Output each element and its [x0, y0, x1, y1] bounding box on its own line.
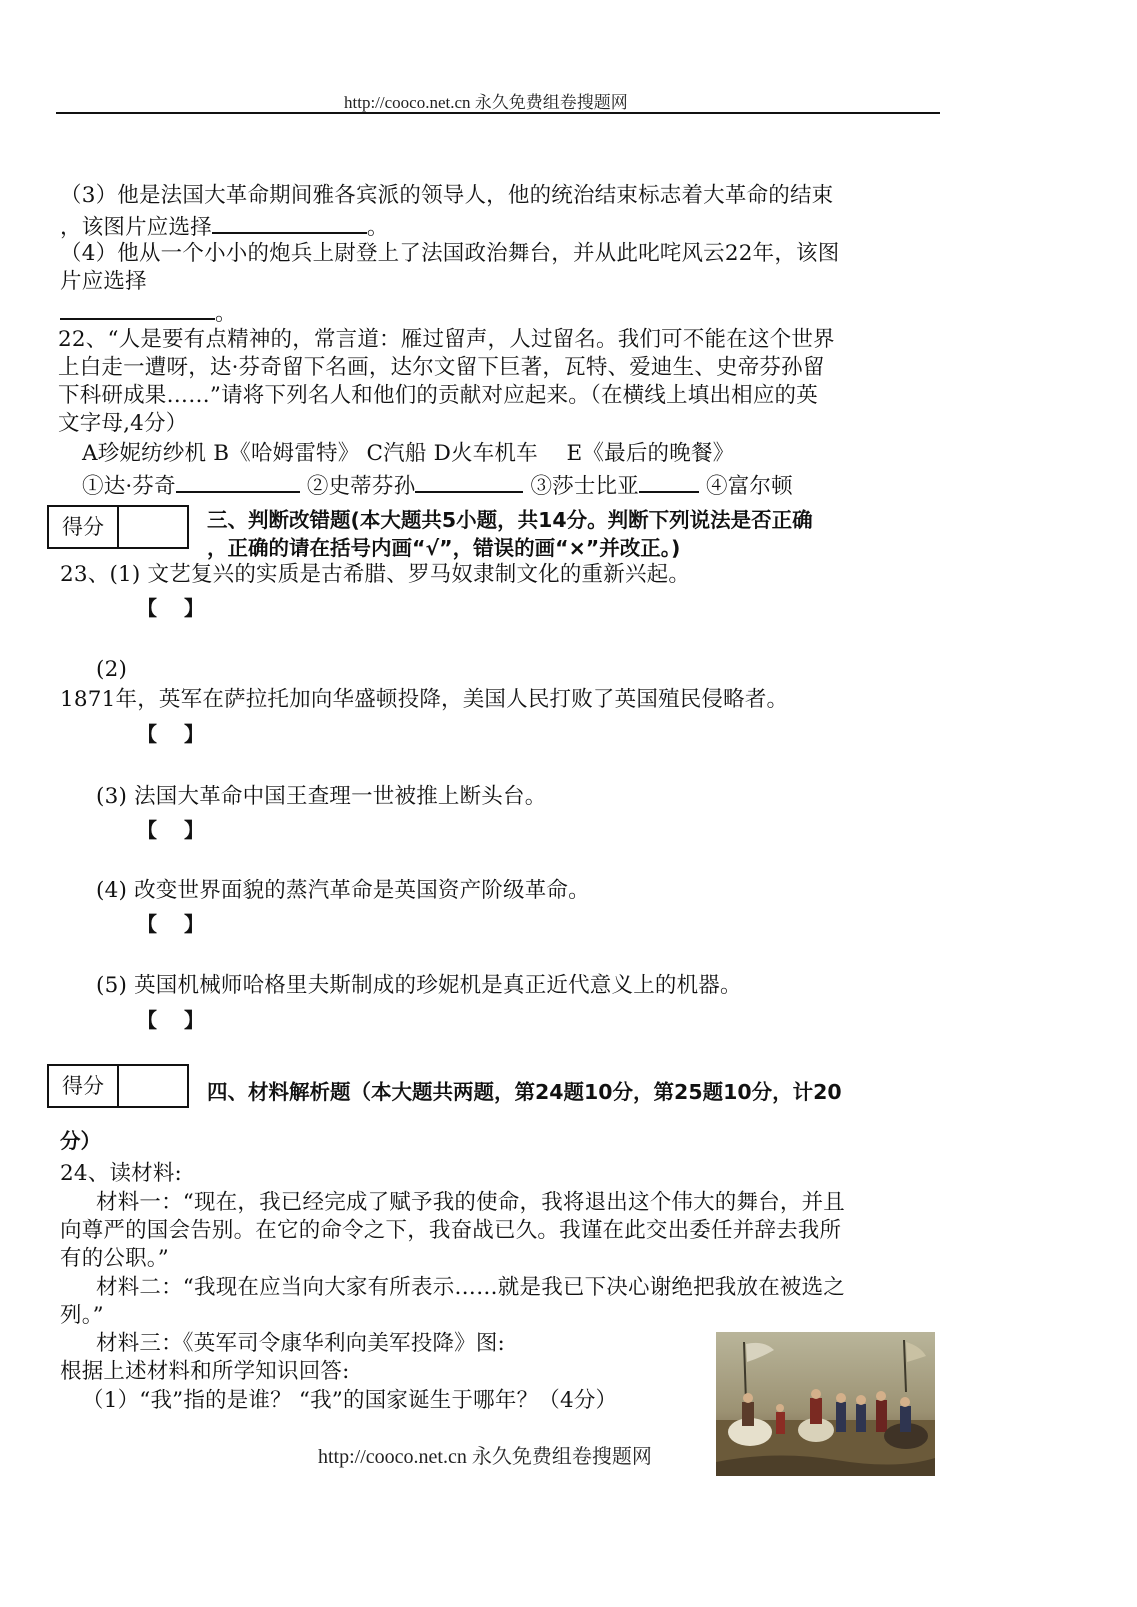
q23-item5-bracket[interactable]: 【 】	[137, 1008, 204, 1032]
q24-material1-line3: 有的公职。”	[60, 1246, 169, 1271]
q22-blank-1[interactable]	[176, 469, 300, 493]
q23-item2: 1871年，英军在萨拉托加向华盛顿投降，美国人民打败了英国殖民侵略者。	[60, 687, 789, 712]
q21-item3-line1: （3）他是法国大革命期间雅各宾派的领导人，他的统治结束标志着大革命的结束	[60, 183, 834, 208]
q24-material1-line1: 材料一：“现在，我已经完成了赋予我的使命，我将退出这个伟大的舞台，并且	[96, 1190, 845, 1215]
page-header: http://cooco.net.cn 永久免费组卷搜题网	[344, 93, 628, 112]
q22-line1: 22、“人是要有点精神的，常言道：雁过留声，人过留名。我们可不能在这个世界	[58, 327, 835, 352]
q21-item4-end: 。	[215, 301, 237, 326]
section4-score-box	[47, 1064, 189, 1108]
section3-title-line1: 三、判断改错题(本大题共5小题，共14分。判断下列说法是否正确	[207, 508, 813, 532]
q24-material2-line2: 列。”	[60, 1303, 104, 1328]
q21-item4-line3	[60, 296, 237, 328]
section4-score-label: 得分	[49, 1066, 119, 1106]
q21-item3-line2	[60, 210, 389, 242]
q21-item4-line1: （4）他从一个小小的炮兵上尉登上了法国政治舞台，并从此叱咤风云22年，该图	[60, 241, 840, 266]
q23-item4: (4) 改变世界面貌的蒸汽革命是英国资产阶级革命。	[96, 878, 590, 903]
section3-score-label: 得分	[49, 507, 119, 547]
header-rule	[56, 112, 940, 114]
q23-item1-bracket[interactable]: 【 】	[137, 596, 204, 620]
page-footer: http://cooco.net.cn 永久免费组卷搜题网	[318, 1446, 652, 1468]
q22-line4: 文字母,4分）	[58, 411, 188, 436]
q23-item2-number: (2)	[96, 657, 128, 682]
q21-item3-end: 。	[366, 215, 389, 240]
q22-line2: 上白走一遭呀，达·芬奇留下名画，达尔文留下巨著，瓦特、爱迪生、史帝芬孙留	[58, 355, 825, 380]
q22-person-3: ③莎士比亚	[530, 474, 639, 499]
q21-item4-answer-blank[interactable]	[60, 296, 215, 320]
q23-item5: (5) 英国机械师哈格里夫斯制成的珍妮机是真正近代意义上的机器。	[96, 973, 742, 998]
q24-material3: 材料三：《英军司令康华利向美军投降》图:	[96, 1331, 505, 1356]
q21-item3-answer-blank[interactable]	[212, 210, 367, 234]
q22-options: A珍妮纺纱机 B《哈姆雷特》 C汽船 D火车机车 E《最后的晚餐》	[82, 441, 735, 466]
q21-item3-text: ，该图片应选择	[60, 215, 212, 240]
q24-intro: 24、读材料:	[60, 1161, 183, 1186]
q24-material2-line1: 材料二：“我现在应当向大家有所表示……就是我已下决心谢绝把我放在被选之	[96, 1275, 845, 1300]
q22-blank-3[interactable]	[639, 469, 699, 493]
surrender-painting-image	[716, 1332, 935, 1476]
q23-item2-bracket[interactable]: 【 】	[137, 722, 204, 746]
section4-title-line1: 四、材料解析题（本大题共两题，第24题10分，第25题10分，计20	[207, 1080, 842, 1104]
q24-subquestion-1: （1）“我”指的是谁？ “我”的国家诞生于哪年？（4分）	[82, 1388, 618, 1413]
q24-material1-line2: 向尊严的国会告别。在它的命令之下，我奋战已久。我谨在此交出委任并辞去我所	[60, 1218, 842, 1243]
section4-title-line2: 分）	[60, 1129, 101, 1153]
q22-pairs	[82, 469, 793, 501]
section3-title-line2: ，正确的请在括号内画“√”，错误的画“×”并改正。)	[207, 536, 681, 560]
q24-question-prompt: 根据上述材料和所学知识回答:	[60, 1359, 350, 1384]
section3-score-box	[47, 505, 189, 549]
q23-item3: (3) 法国大革命中国王查理一世被推上断头台。	[96, 784, 547, 809]
q22-person-1: ①达·芬奇	[82, 474, 176, 499]
q21-item4-line2: 片应选择	[60, 269, 147, 294]
q23-item3-bracket[interactable]: 【 】	[137, 818, 204, 842]
q22-person-4: ④富尔顿	[706, 474, 793, 499]
q23-item4-bracket[interactable]: 【 】	[137, 912, 204, 936]
q22-blank-2[interactable]	[415, 469, 523, 493]
q23-item1: 23、(1) 文艺复兴的实质是古希腊、罗马奴隶制文化的重新兴起。	[60, 562, 691, 587]
q22-line3: 下科研成果……”请将下列名人和他们的贡献对应起来。（在横线上填出相应的英	[58, 383, 818, 408]
q22-person-2: ②史蒂芬孙	[306, 474, 416, 499]
